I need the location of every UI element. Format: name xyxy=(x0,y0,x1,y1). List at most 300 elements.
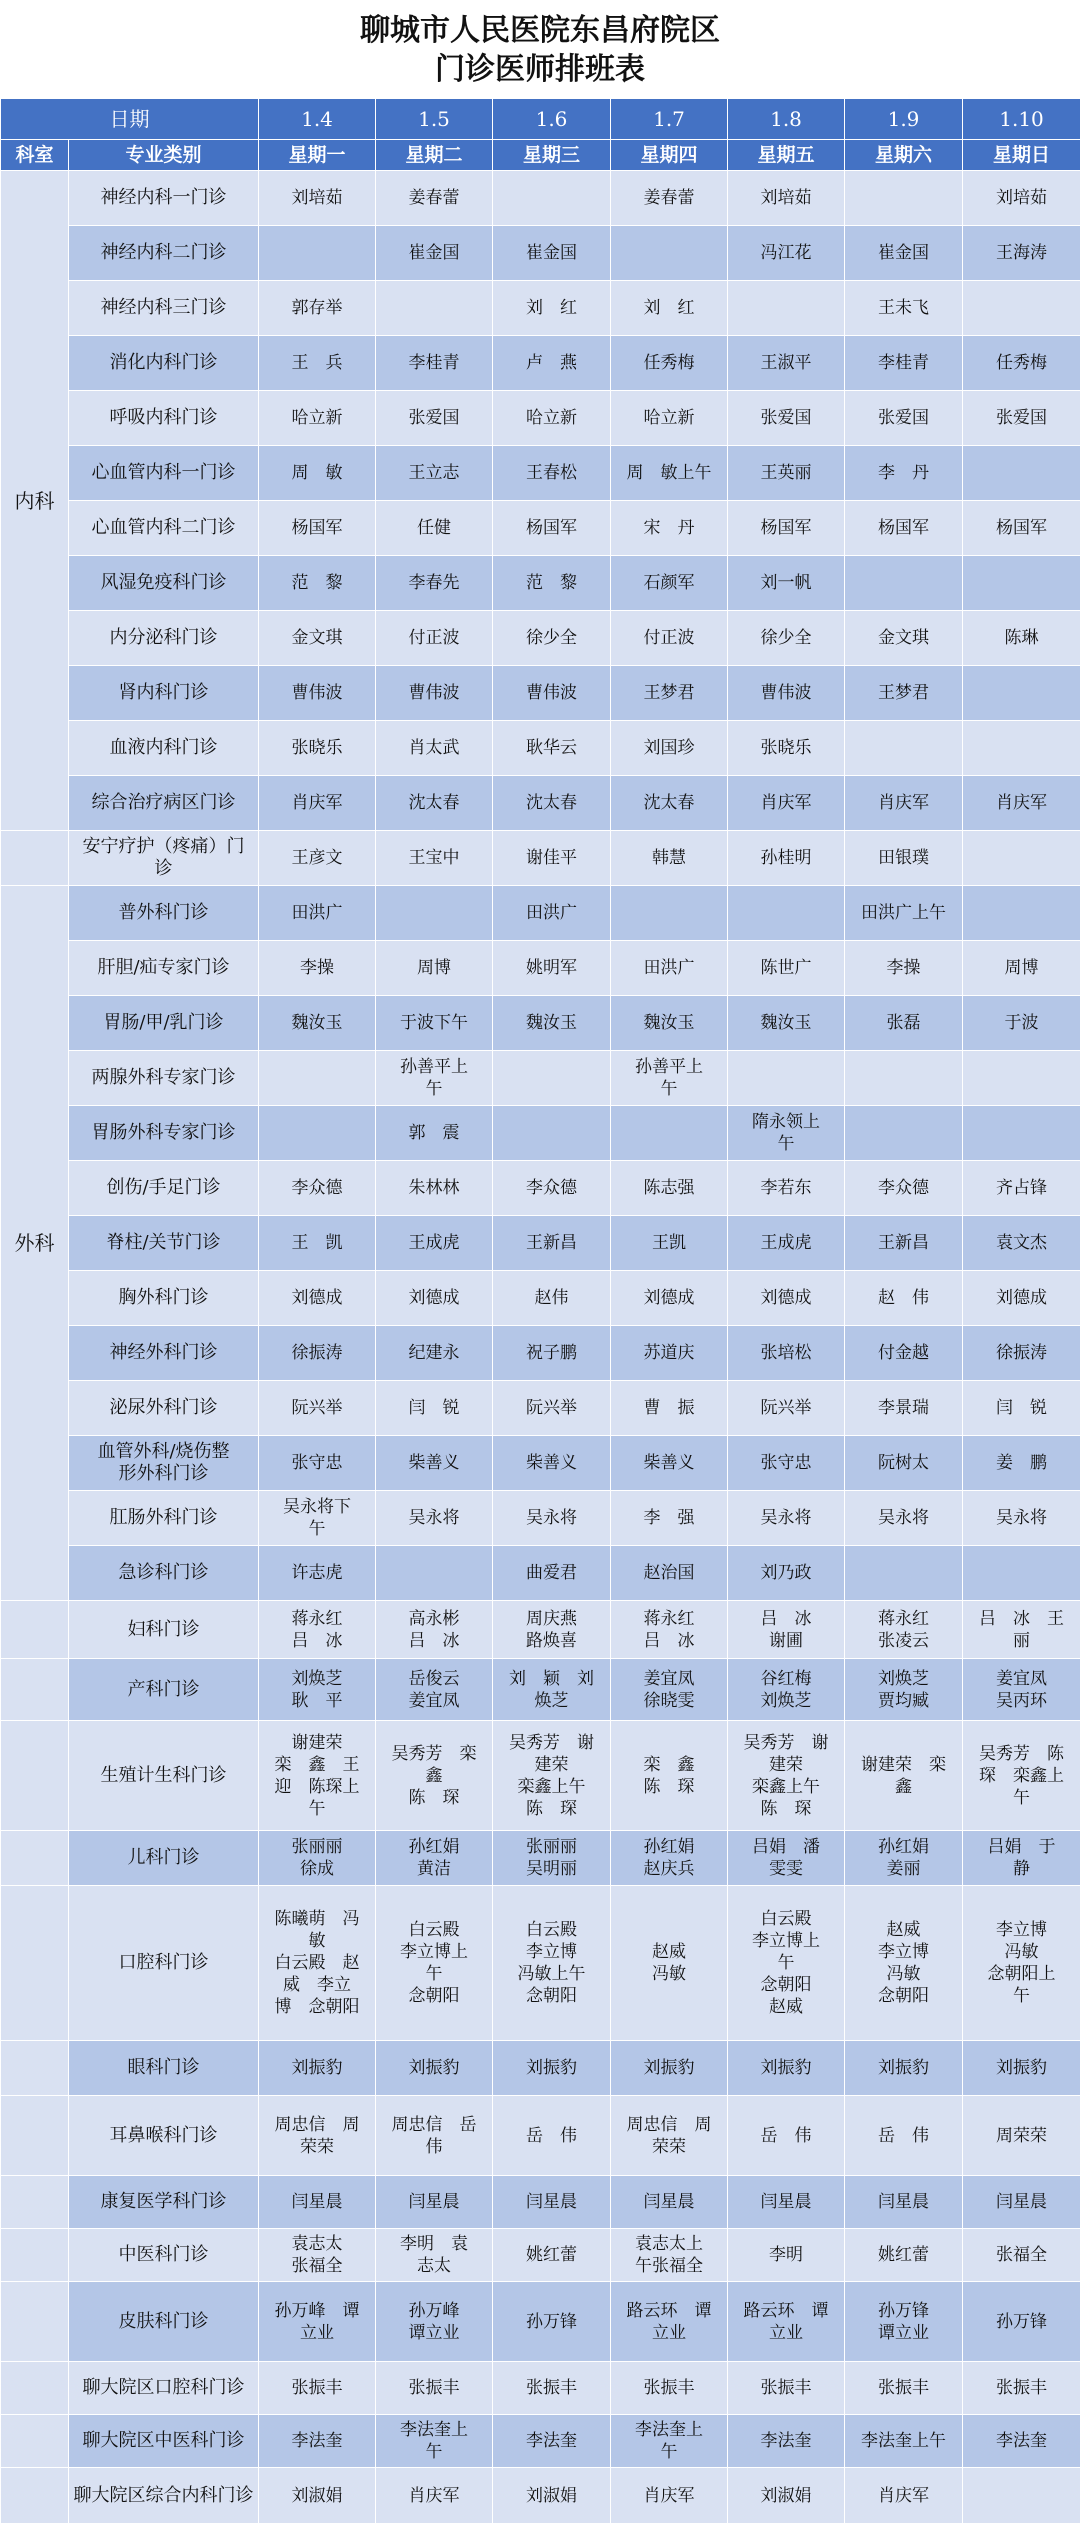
doctor-cell: 田洪广上午 xyxy=(845,886,963,941)
table-row xyxy=(1,1381,1080,1436)
category-cell: 耳鼻喉科门诊 xyxy=(69,2096,259,2176)
category-cell: 胃肠/甲/乳门诊 xyxy=(69,996,259,1051)
doctor-cell: 吕 冰 王 丽 xyxy=(963,1601,1080,1659)
doctor-cell: 张爱国 xyxy=(728,391,845,446)
table-row xyxy=(1,336,1080,391)
category-cell: 聊大院区综合内科门诊 xyxy=(69,2468,259,2524)
doctor-cell: 肖庆军 xyxy=(963,776,1080,831)
doctor-cell: 姜宜凤 吴丙环 xyxy=(963,1659,1080,1721)
department-cell: 外科 xyxy=(1,886,69,1601)
doctor-cell: 孙红娟 姜丽 xyxy=(845,1831,963,1886)
doctor-cell: 刘德成 xyxy=(728,1271,845,1326)
doctor-cell: 李法奎 xyxy=(259,2415,376,2468)
category-cell: 胸外科门诊 xyxy=(69,1271,259,1326)
doctor-cell: 金文琪 xyxy=(845,611,963,666)
category-cell: 眼科门诊 xyxy=(69,2041,259,2096)
weekday-cell: 星期一 xyxy=(259,140,376,171)
doctor-cell: 姜 鹏 xyxy=(963,1436,1080,1491)
table-row xyxy=(1,1051,1080,1106)
doctor-cell: 刘 红 xyxy=(611,281,728,336)
doctor-cell xyxy=(259,1106,376,1161)
doctor-cell: 周 敏上午 xyxy=(611,446,728,501)
department-cell xyxy=(1,1659,69,1721)
doctor-cell: 李明 袁 志太 xyxy=(376,2229,493,2282)
doctor-cell: 付正波 xyxy=(611,611,728,666)
doctor-cell: 岳 伟 xyxy=(845,2096,963,2176)
doctor-cell: 白云殿 李立博 冯敏上午 念朝阳 xyxy=(493,1886,611,2041)
doctor-cell: 王新昌 xyxy=(493,1216,611,1271)
doctor-cell: 崔金国 xyxy=(493,226,611,281)
doctor-cell xyxy=(493,1051,611,1106)
doctor-cell xyxy=(845,1546,963,1601)
category-cell: 两腺外科专家门诊 xyxy=(69,1051,259,1106)
doctor-cell: 孙桂明 xyxy=(728,831,845,886)
doctor-cell: 周忠信 周 荣荣 xyxy=(259,2096,376,2176)
doctor-cell: 魏汝玉 xyxy=(728,996,845,1051)
doctor-cell: 李 强 xyxy=(611,1491,728,1546)
category-cell: 泌尿外科门诊 xyxy=(69,1381,259,1436)
doctor-cell: 吴永将 xyxy=(376,1491,493,1546)
department-cell xyxy=(1,2362,69,2415)
doctor-cell: 周忠信 周 荣荣 xyxy=(611,2096,728,2176)
date-cell: 1.9 xyxy=(845,99,963,140)
doctor-cell xyxy=(376,886,493,941)
doctor-cell: 吴秀芳 陈 琛 栾鑫上 午 xyxy=(963,1721,1080,1831)
category-cell: 呼吸内科门诊 xyxy=(69,391,259,446)
doctor-cell: 周忠信 岳 伟 xyxy=(376,2096,493,2176)
doctor-cell: 张爱国 xyxy=(845,391,963,446)
doctor-cell xyxy=(963,1051,1080,1106)
doctor-cell: 朱林林 xyxy=(376,1161,493,1216)
department-cell xyxy=(1,2229,69,2282)
weekday-cell: 星期三 xyxy=(493,140,611,171)
table-row xyxy=(1,2362,1080,2415)
table-row xyxy=(1,1326,1080,1381)
doctor-cell xyxy=(728,1051,845,1106)
table-row xyxy=(1,1106,1080,1161)
doctor-cell: 曹 振 xyxy=(611,1381,728,1436)
doctor-cell: 闫星晨 xyxy=(493,2176,611,2229)
doctor-cell: 刘焕芝 贾均臧 xyxy=(845,1659,963,1721)
doctor-cell: 肖庆军 xyxy=(728,776,845,831)
dept-label: 科室 xyxy=(1,140,69,171)
table-row xyxy=(1,171,1080,226)
table-row xyxy=(1,611,1080,666)
doctor-cell xyxy=(963,1546,1080,1601)
doctor-cell: 张磊 xyxy=(845,996,963,1051)
doctor-cell xyxy=(259,226,376,281)
category-cell: 神经内科一门诊 xyxy=(69,171,259,226)
doctor-cell: 刘德成 xyxy=(376,1271,493,1326)
doctor-cell: 张晓乐 xyxy=(728,721,845,776)
category-cell: 生殖计生科门诊 xyxy=(69,1721,259,1831)
date-cell: 1.8 xyxy=(728,99,845,140)
doctor-cell: 任健 xyxy=(376,501,493,556)
doctor-cell: 刘淑娟 xyxy=(728,2468,845,2524)
doctor-cell: 周 敏 xyxy=(259,446,376,501)
doctor-cell: 张守忠 xyxy=(259,1436,376,1491)
doctor-cell: 任秀梅 xyxy=(963,336,1080,391)
doctor-cell: 李法奎上 午 xyxy=(611,2415,728,2468)
category-cell: 消化内科门诊 xyxy=(69,336,259,391)
category-cell: 内分泌科门诊 xyxy=(69,611,259,666)
table-row xyxy=(1,556,1080,611)
doctor-cell: 田银璞 xyxy=(845,831,963,886)
doctor-cell: 李 丹 xyxy=(845,446,963,501)
table-row xyxy=(1,1721,1080,1831)
doctor-cell: 张爱国 xyxy=(963,391,1080,446)
department-cell xyxy=(1,2415,69,2468)
doctor-cell: 肖庆军 xyxy=(611,2468,728,2524)
doctor-cell: 付金越 xyxy=(845,1326,963,1381)
category-cell: 神经内科二门诊 xyxy=(69,226,259,281)
doctor-cell: 李桂青 xyxy=(376,336,493,391)
doctor-cell: 刘淑娟 xyxy=(493,2468,611,2524)
doctor-cell: 范 黎 xyxy=(259,556,376,611)
doctor-cell: 孙善平上 午 xyxy=(376,1051,493,1106)
doctor-cell: 张振丰 xyxy=(845,2362,963,2415)
doctor-cell: 沈太春 xyxy=(376,776,493,831)
table-row xyxy=(1,2229,1080,2282)
doctor-cell: 李景瑞 xyxy=(845,1381,963,1436)
doctor-cell: 刘 颖 刘 焕芝 xyxy=(493,1659,611,1721)
doctor-cell xyxy=(611,1106,728,1161)
table-row xyxy=(1,226,1080,281)
doctor-cell: 阮兴举 xyxy=(493,1381,611,1436)
doctor-cell: 孙善平上 午 xyxy=(611,1051,728,1106)
doctor-cell: 肖庆军 xyxy=(376,2468,493,2524)
table-row xyxy=(1,1546,1080,1601)
date-header-row xyxy=(1,99,1080,140)
doctor-cell: 闫星晨 xyxy=(728,2176,845,2229)
doctor-cell: 姜宜凤 徐晓雯 xyxy=(611,1659,728,1721)
table-row xyxy=(1,2096,1080,2176)
doctor-cell: 曹伟波 xyxy=(259,666,376,721)
doctor-cell: 李春先 xyxy=(376,556,493,611)
table-row xyxy=(1,2415,1080,2468)
category-cell: 神经外科门诊 xyxy=(69,1326,259,1381)
doctor-cell: 李法奎 xyxy=(728,2415,845,2468)
doctor-cell: 王凯 xyxy=(611,1216,728,1271)
table-row xyxy=(1,2282,1080,2362)
doctor-cell: 赵伟 xyxy=(493,1271,611,1326)
table-row xyxy=(1,1491,1080,1546)
doctor-cell: 张振丰 xyxy=(963,2362,1080,2415)
doctor-cell xyxy=(728,886,845,941)
doctor-cell: 赵治国 xyxy=(611,1546,728,1601)
doctor-cell: 孙红娟 黄洁 xyxy=(376,1831,493,1886)
doctor-cell: 王成虎 xyxy=(376,1216,493,1271)
table-row xyxy=(1,886,1080,941)
doctor-cell: 袁志太 张福全 xyxy=(259,2229,376,2282)
doctor-cell: 阮兴举 xyxy=(728,1381,845,1436)
doctor-cell: 哈立新 xyxy=(259,391,376,446)
doctor-cell: 孙万锋 xyxy=(963,2282,1080,2362)
doctor-cell xyxy=(845,1051,963,1106)
date-cell: 1.7 xyxy=(611,99,728,140)
doctor-cell: 陈世广 xyxy=(728,941,845,996)
doctor-cell: 闫星晨 xyxy=(611,2176,728,2229)
table-row xyxy=(1,1271,1080,1326)
doctor-cell: 刘乃政 xyxy=(728,1546,845,1601)
category-cell: 肝胆/疝专家门诊 xyxy=(69,941,259,996)
category-cell: 肾内科门诊 xyxy=(69,666,259,721)
doctor-cell xyxy=(376,281,493,336)
doctor-cell: 金文琪 xyxy=(259,611,376,666)
doctor-cell: 范 黎 xyxy=(493,556,611,611)
doctor-cell: 王未飞 xyxy=(845,281,963,336)
category-cell: 心血管内科一门诊 xyxy=(69,446,259,501)
doctor-cell xyxy=(728,281,845,336)
doctor-cell: 刘焕芝 耿 平 xyxy=(259,1659,376,1721)
schedule-body xyxy=(1,171,1080,2524)
weekday-cell: 星期四 xyxy=(611,140,728,171)
doctor-cell: 王成虎 xyxy=(728,1216,845,1271)
doctor-cell: 肖庆军 xyxy=(845,2468,963,2524)
doctor-cell: 蒋永红 吕 冰 xyxy=(611,1601,728,1659)
doctor-cell: 张振丰 xyxy=(728,2362,845,2415)
doctor-cell: 王新昌 xyxy=(845,1216,963,1271)
table-row xyxy=(1,1601,1080,1659)
doctor-cell: 田洪广 xyxy=(611,941,728,996)
doctor-cell: 刘 红 xyxy=(493,281,611,336)
doctor-cell: 卢 燕 xyxy=(493,336,611,391)
doctor-cell: 张爱国 xyxy=(376,391,493,446)
doctor-cell: 郭 震 xyxy=(376,1106,493,1161)
doctor-cell: 赵 伟 xyxy=(845,1271,963,1326)
doctor-cell: 周庆燕 路焕喜 xyxy=(493,1601,611,1659)
doctor-cell: 田洪广 xyxy=(259,886,376,941)
doctor-cell: 耿华云 xyxy=(493,721,611,776)
doctor-cell: 李桂青 xyxy=(845,336,963,391)
doctor-cell: 路云环 谭 立业 xyxy=(728,2282,845,2362)
doctor-cell: 王海涛 xyxy=(963,226,1080,281)
doctor-cell: 袁志太上 午张福全 xyxy=(611,2229,728,2282)
doctor-cell: 刘振豹 xyxy=(963,2041,1080,2096)
doctor-cell: 刘培茹 xyxy=(963,171,1080,226)
doctor-cell xyxy=(963,281,1080,336)
date-cell: 1.5 xyxy=(376,99,493,140)
doctor-cell: 于波 xyxy=(963,996,1080,1051)
doctor-cell: 刘培茹 xyxy=(728,171,845,226)
table-row xyxy=(1,501,1080,556)
category-cell: 肛肠外科门诊 xyxy=(69,1491,259,1546)
table-row xyxy=(1,2176,1080,2229)
doctor-cell: 哈立新 xyxy=(493,391,611,446)
doctor-cell: 郭存举 xyxy=(259,281,376,336)
category-cell: 风湿免疫科门诊 xyxy=(69,556,259,611)
category-cell: 儿科门诊 xyxy=(69,1831,259,1886)
category-cell: 聊大院区中医科门诊 xyxy=(69,2415,259,2468)
table-row xyxy=(1,1831,1080,1886)
doctor-cell: 魏汝玉 xyxy=(259,996,376,1051)
doctor-cell: 吕娟 潘 雯雯 xyxy=(728,1831,845,1886)
department-cell xyxy=(1,1601,69,1659)
doctor-cell: 张振丰 xyxy=(376,2362,493,2415)
doctor-cell: 曹伟波 xyxy=(728,666,845,721)
category-cell: 急诊科门诊 xyxy=(69,1546,259,1601)
department-cell xyxy=(1,1721,69,1831)
doctor-cell xyxy=(963,556,1080,611)
doctor-cell: 闫星晨 xyxy=(963,2176,1080,2229)
doctor-cell: 纪建永 xyxy=(376,1326,493,1381)
doctor-cell: 刘淑娟 xyxy=(259,2468,376,2524)
doctor-cell: 姚明军 xyxy=(493,941,611,996)
doctor-cell: 刘振豹 xyxy=(376,2041,493,2096)
doctor-cell: 姜春蕾 xyxy=(611,171,728,226)
doctor-cell: 肖庆军 xyxy=(259,776,376,831)
doctor-cell: 刘振豹 xyxy=(259,2041,376,2096)
doctor-cell: 刘德成 xyxy=(611,1271,728,1326)
weekday-cell: 星期五 xyxy=(728,140,845,171)
category-cell: 安宁疗护（疼痛）门 诊 xyxy=(69,831,259,886)
category-cell: 创伤/手足门诊 xyxy=(69,1161,259,1216)
doctor-cell: 沈太春 xyxy=(493,776,611,831)
doctor-cell: 曹伟波 xyxy=(493,666,611,721)
doctor-cell: 祝子鹏 xyxy=(493,1326,611,1381)
doctor-cell: 陈琳 xyxy=(963,611,1080,666)
doctor-cell: 张振丰 xyxy=(259,2362,376,2415)
category-cell: 心血管内科二门诊 xyxy=(69,501,259,556)
doctor-cell: 柴善义 xyxy=(376,1436,493,1491)
doctor-cell: 崔金国 xyxy=(845,226,963,281)
hospital-title: 聊城市人民医院东昌府院区 xyxy=(360,13,720,48)
doctor-cell: 闫星晨 xyxy=(259,2176,376,2229)
doctor-cell: 周荣荣 xyxy=(963,2096,1080,2176)
doctor-cell: 杨国军 xyxy=(493,501,611,556)
doctor-cell: 孙万峰 谭立业 xyxy=(376,2282,493,2362)
category-label: 专业类别 xyxy=(69,140,259,171)
doctor-cell: 曲爱君 xyxy=(493,1546,611,1601)
doctor-cell: 王 凯 xyxy=(259,1216,376,1271)
doctor-cell: 张丽丽 徐成 xyxy=(259,1831,376,1886)
date-label: 日期 xyxy=(1,99,259,140)
table-row xyxy=(1,666,1080,721)
doctor-cell: 徐振涛 xyxy=(259,1326,376,1381)
doctor-cell: 周博 xyxy=(376,941,493,996)
table-row xyxy=(1,281,1080,336)
table-row xyxy=(1,2468,1080,2524)
doctor-cell xyxy=(845,556,963,611)
doctor-cell: 石颜军 xyxy=(611,556,728,611)
category-cell: 康复医学科门诊 xyxy=(69,2176,259,2229)
date-cell: 1.6 xyxy=(493,99,611,140)
doctor-cell: 隋永领上 午 xyxy=(728,1106,845,1161)
doctor-cell: 刘振豹 xyxy=(845,2041,963,2096)
doctor-cell: 张晓乐 xyxy=(259,721,376,776)
doctor-cell: 孙红娟 赵庆兵 xyxy=(611,1831,728,1886)
doctor-cell: 沈太春 xyxy=(611,776,728,831)
doctor-cell: 李操 xyxy=(845,941,963,996)
category-cell: 妇科门诊 xyxy=(69,1601,259,1659)
doctor-cell: 李众德 xyxy=(845,1161,963,1216)
table-row xyxy=(1,2041,1080,2096)
department-cell xyxy=(1,2468,69,2524)
category-cell: 神经内科三门诊 xyxy=(69,281,259,336)
department-cell xyxy=(1,831,69,886)
doctor-cell: 苏道庆 xyxy=(611,1326,728,1381)
doctor-cell: 阮树太 xyxy=(845,1436,963,1491)
category-cell: 血管外科/烧伤整 形外科门诊 xyxy=(69,1436,259,1491)
doctor-cell: 姚红蕾 xyxy=(845,2229,963,2282)
doctor-cell: 王宝中 xyxy=(376,831,493,886)
department-cell xyxy=(1,2176,69,2229)
table-row xyxy=(1,446,1080,501)
doctor-cell: 袁文杰 xyxy=(963,1216,1080,1271)
doctor-cell: 谢佳平 xyxy=(493,831,611,886)
doctor-cell xyxy=(259,1051,376,1106)
doctor-cell: 路云环 谭 立业 xyxy=(611,2282,728,2362)
category-cell: 口腔科门诊 xyxy=(69,1886,259,2041)
doctor-cell: 蒋永红 吕 冰 xyxy=(259,1601,376,1659)
doctor-cell: 吴永将 xyxy=(493,1491,611,1546)
department-cell xyxy=(1,2282,69,2362)
doctor-cell: 冯江花 xyxy=(728,226,845,281)
doctor-cell: 徐振涛 xyxy=(963,1326,1080,1381)
doctor-cell: 张振丰 xyxy=(611,2362,728,2415)
schedule-title: 门诊医师排班表 xyxy=(435,52,645,87)
weekday-cell: 星期日 xyxy=(963,140,1080,171)
doctor-cell xyxy=(493,171,611,226)
doctor-cell: 齐占锋 xyxy=(963,1161,1080,1216)
doctor-cell: 孙万锋 xyxy=(493,2282,611,2362)
doctor-cell: 谢建荣 栾 鑫 xyxy=(845,1721,963,1831)
doctor-cell: 孙万峰 谭 立业 xyxy=(259,2282,376,2362)
doctor-cell: 王 兵 xyxy=(259,336,376,391)
doctor-cell: 刘振豹 xyxy=(493,2041,611,2096)
doctor-cell xyxy=(963,831,1080,886)
doctor-cell: 陈曦萌 冯 敏 白云殿 赵 威 李立 博 念朝阳 xyxy=(259,1886,376,2041)
doctor-cell: 孙万锋 谭立业 xyxy=(845,2282,963,2362)
doctor-cell: 宋 丹 xyxy=(611,501,728,556)
doctor-cell: 栾 鑫 陈 琛 xyxy=(611,1721,728,1831)
table-row xyxy=(1,831,1080,886)
department-cell xyxy=(1,1831,69,1886)
doctor-cell: 王彦文 xyxy=(259,831,376,886)
doctor-cell: 杨国军 xyxy=(963,501,1080,556)
doctor-cell: 闫星晨 xyxy=(845,2176,963,2229)
doctor-cell: 白云殿 李立博上 午 念朝阳 赵威 xyxy=(728,1886,845,2041)
doctor-cell: 姚红蕾 xyxy=(493,2229,611,2282)
doctor-cell xyxy=(963,2468,1080,2524)
date-cell: 1.4 xyxy=(259,99,376,140)
doctor-cell: 吴秀芳 谢 建荣 栾鑫上午 陈 琛 xyxy=(493,1721,611,1831)
doctor-cell: 闫 锐 xyxy=(376,1381,493,1436)
doctor-cell: 蒋永红 张凌云 xyxy=(845,1601,963,1659)
doctor-cell: 柴善义 xyxy=(493,1436,611,1491)
category-cell: 聊大院区口腔科门诊 xyxy=(69,2362,259,2415)
doctor-cell: 刘国珍 xyxy=(611,721,728,776)
doctor-cell: 哈立新 xyxy=(611,391,728,446)
table-row xyxy=(1,1436,1080,1491)
department-cell: 内科 xyxy=(1,171,69,831)
doctor-cell: 刘德成 xyxy=(259,1271,376,1326)
table-row xyxy=(1,391,1080,446)
doctor-cell: 许志虎 xyxy=(259,1546,376,1601)
weekday-cell: 星期二 xyxy=(376,140,493,171)
doctor-cell xyxy=(845,721,963,776)
department-cell xyxy=(1,2041,69,2096)
doctor-cell xyxy=(963,886,1080,941)
department-cell xyxy=(1,2096,69,2176)
doctor-cell: 吴秀芳 栾 鑫 陈 琛 xyxy=(376,1721,493,1831)
doctor-cell: 李明 xyxy=(728,2229,845,2282)
category-cell: 胃肠外科专家门诊 xyxy=(69,1106,259,1161)
doctor-cell: 王春松 xyxy=(493,446,611,501)
doctor-cell: 王梦君 xyxy=(611,666,728,721)
doctor-cell: 杨国军 xyxy=(845,501,963,556)
doctor-cell: 刘振豹 xyxy=(611,2041,728,2096)
